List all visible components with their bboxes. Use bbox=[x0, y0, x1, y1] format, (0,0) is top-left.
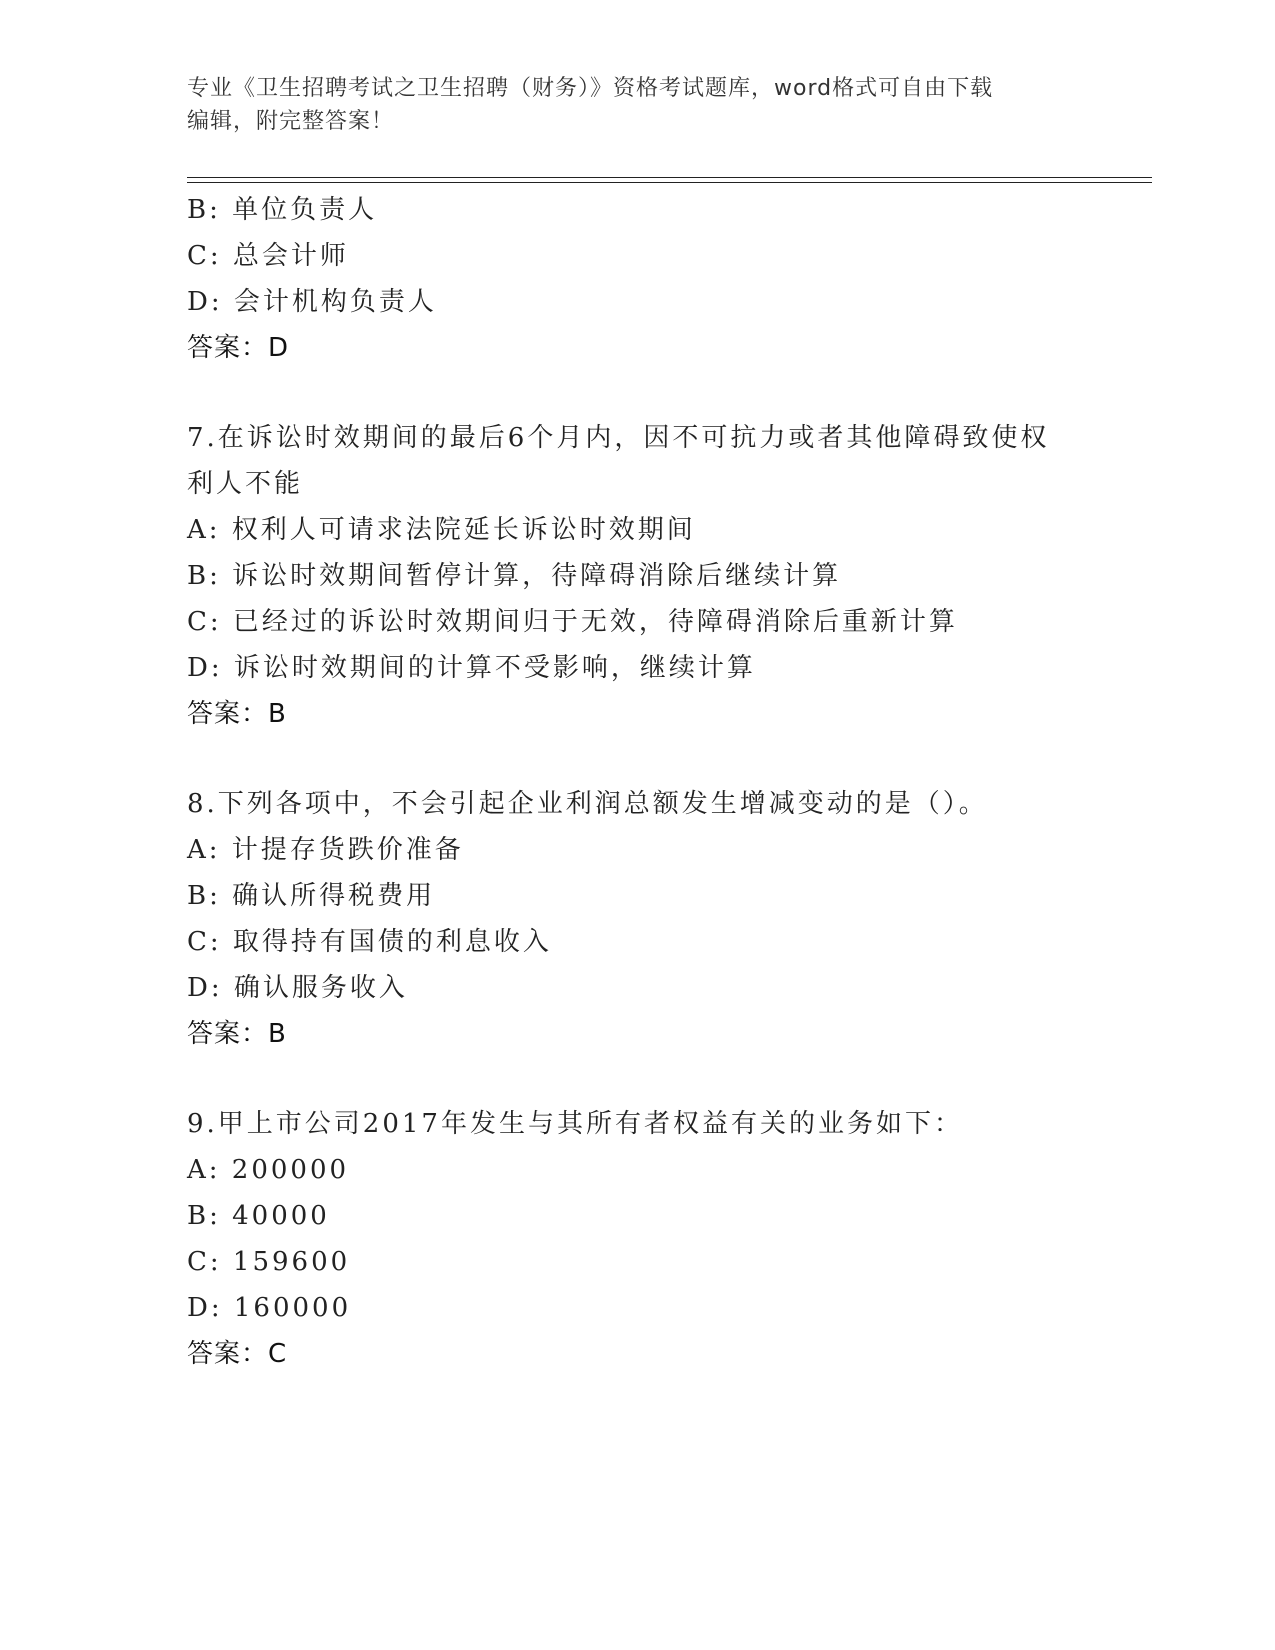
question-list bbox=[187, 187, 1087, 1377]
option-a: A: 权利人可请求法院延长诉讼时效期间 bbox=[187, 515, 696, 545]
header-rule-top bbox=[187, 177, 1152, 178]
option-d: D: 160000 bbox=[187, 1293, 352, 1323]
question-7 bbox=[187, 415, 1087, 737]
option-c: C: 取得持有国债的利息收入 bbox=[187, 927, 552, 957]
question-9 bbox=[187, 1101, 1087, 1377]
spacer bbox=[187, 1057, 1087, 1101]
question-8 bbox=[187, 781, 1087, 1057]
option-d: D: 会计机构负责人 bbox=[187, 287, 437, 317]
option-d: D: 确认服务收入 bbox=[187, 973, 408, 1003]
header-line-2: 编辑，附完整答案！ bbox=[187, 109, 395, 134]
answer: 答案：C bbox=[187, 1339, 288, 1369]
option-b: B: 确认所得税费用 bbox=[187, 881, 436, 911]
question-stem: 8.下列各项中，不会引起企业利润总额发生增减变动的是（）。 bbox=[187, 789, 988, 819]
question-6 bbox=[187, 187, 1087, 371]
option-c: C: 159600 bbox=[187, 1247, 351, 1277]
answer: 答案：B bbox=[187, 699, 287, 729]
question-stem: 7.在诉讼时效期间的最后6个月内，因不可抗力或者其他障碍致使权 bbox=[187, 423, 1050, 453]
question-stem: 9.甲上市公司2017年发生与其所有者权益有关的业务如下： bbox=[187, 1109, 963, 1139]
header-rule-bottom bbox=[187, 182, 1152, 183]
spacer bbox=[187, 371, 1087, 415]
option-d: D: 诉讼时效期间的计算不受影响，继续计算 bbox=[187, 653, 756, 683]
option-b: B: 单位负责人 bbox=[187, 195, 378, 225]
spacer bbox=[187, 737, 1087, 781]
option-b: B: 40000 bbox=[187, 1201, 330, 1231]
option-a: A: 计提存货跌价准备 bbox=[187, 835, 464, 865]
option-c: C: 总会计师 bbox=[187, 241, 349, 271]
question-stem-continued: 利人不能 bbox=[187, 469, 304, 499]
header-line-1: 专业《卫生招聘考试之卫生招聘（财务）》资格考试题库，word格式可自由下载 bbox=[187, 76, 994, 101]
answer: 答案：B bbox=[187, 1019, 287, 1049]
option-a: A: 200000 bbox=[187, 1155, 350, 1185]
answer: 答案：D bbox=[187, 333, 290, 363]
option-b: B: 诉讼时效期间暂停计算，待障碍消除后继续计算 bbox=[187, 561, 842, 591]
option-c: C: 已经过的诉讼时效期间归于无效，待障碍消除后重新计算 bbox=[187, 607, 958, 637]
document-header bbox=[187, 72, 1067, 138]
